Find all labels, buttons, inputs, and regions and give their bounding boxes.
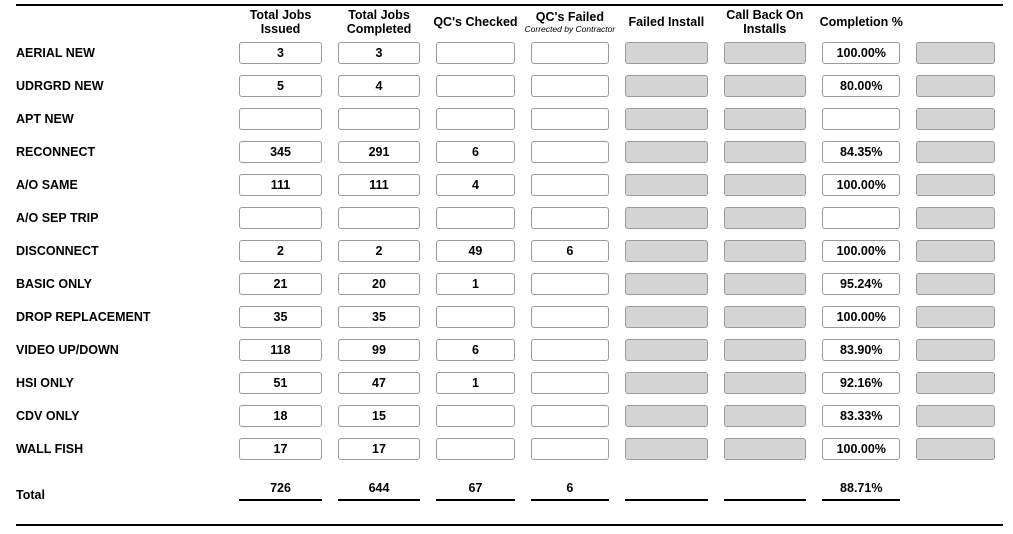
cell-call-back	[716, 70, 814, 103]
value-box[interactable]: 4	[338, 75, 420, 97]
value-box-disabled	[625, 75, 707, 97]
cell-qc-failed[interactable]	[523, 202, 617, 235]
cell-completion-pct	[814, 202, 908, 235]
cell-extra	[908, 367, 1003, 400]
row-label: RECONNECT	[16, 145, 96, 160]
header-line-1: Total Jobs	[348, 8, 410, 22]
value-box: 100.00%	[822, 42, 900, 64]
cell-failed-install	[617, 136, 715, 169]
cell-completed[interactable]	[330, 37, 428, 70]
total-completed	[330, 466, 428, 506]
cell-completed[interactable]	[330, 103, 428, 136]
value-box	[822, 108, 900, 130]
total-value: 67	[436, 471, 514, 501]
cell-call-back	[716, 169, 814, 202]
value-box-disabled	[916, 207, 995, 229]
value-box[interactable]: 1	[436, 372, 514, 394]
total-value-blank	[916, 471, 995, 501]
total-label: Total	[16, 487, 45, 502]
cell-issued[interactable]	[231, 136, 329, 169]
value-box-disabled	[625, 240, 707, 262]
cell-completion-pct	[814, 301, 908, 334]
cell-qc-failed[interactable]	[523, 367, 617, 400]
value-box[interactable]: 49	[436, 240, 514, 262]
table-header	[16, 8, 1003, 37]
value-box[interactable]: 47	[338, 372, 420, 394]
table-total-row	[16, 466, 1003, 506]
value-box[interactable]	[531, 306, 609, 328]
cell-issued[interactable]	[231, 334, 329, 367]
table-row	[16, 136, 1003, 169]
value-box[interactable]	[531, 372, 609, 394]
value-box: 100.00%	[822, 174, 900, 196]
value-box[interactable]	[239, 108, 321, 130]
cell-completed[interactable]	[330, 70, 428, 103]
value-box[interactable]	[531, 108, 609, 130]
cell-completion-pct	[814, 400, 908, 433]
column-header-total-jobs-completed	[330, 8, 428, 37]
cell-completed[interactable]	[330, 235, 428, 268]
row-label: BASIC ONLY	[16, 277, 92, 292]
column-header-label	[16, 8, 231, 37]
value-box-disabled	[916, 240, 995, 262]
value-box-disabled	[724, 306, 806, 328]
value-box[interactable]: 20	[338, 273, 420, 295]
value-box[interactable]	[239, 207, 321, 229]
column-header-call-back-on-installs	[716, 8, 814, 37]
value-box[interactable]: 291	[338, 141, 420, 163]
value-box[interactable]	[436, 438, 514, 460]
cell-extra	[908, 235, 1003, 268]
table-row	[16, 433, 1003, 466]
cell-failed-install	[617, 70, 715, 103]
cell-failed-install	[617, 37, 715, 70]
column-header-qcs-checked	[428, 8, 522, 37]
cell-completion-pct	[814, 169, 908, 202]
cell-call-back	[716, 301, 814, 334]
cell-failed-install	[617, 400, 715, 433]
value-box-disabled	[625, 174, 707, 196]
table-row	[16, 103, 1003, 136]
value-box[interactable]: 111	[338, 174, 420, 196]
cell-failed-install	[617, 103, 715, 136]
cell-qc-checked[interactable]	[428, 367, 522, 400]
table-row	[16, 400, 1003, 433]
value-box-disabled	[625, 339, 707, 361]
cell-qc-failed[interactable]	[523, 169, 617, 202]
cell-call-back	[716, 367, 814, 400]
header-line-2: Installs	[743, 22, 787, 37]
total-value: 88.71%	[822, 471, 900, 501]
value-box-disabled	[916, 372, 995, 394]
job-summary-table	[16, 8, 1003, 506]
cell-qc-checked[interactable]	[428, 136, 522, 169]
cell-completed[interactable]	[330, 433, 428, 466]
cell-extra	[908, 37, 1003, 70]
cell-completed[interactable]	[330, 169, 428, 202]
value-box-disabled	[724, 141, 806, 163]
cell-failed-install	[617, 202, 715, 235]
value-box: 95.24%	[822, 273, 900, 295]
cell-call-back	[716, 202, 814, 235]
row-label: AERIAL NEW	[16, 46, 95, 61]
value-box[interactable]	[531, 273, 609, 295]
value-box: 92.16%	[822, 372, 900, 394]
cell-extra	[908, 268, 1003, 301]
value-box[interactable]: 2	[338, 240, 420, 262]
value-box-disabled	[916, 438, 995, 460]
cell-qc-checked[interactable]	[428, 103, 522, 136]
value-box[interactable]	[531, 174, 609, 196]
cell-qc-checked[interactable]	[428, 202, 522, 235]
value-box: 83.90%	[822, 339, 900, 361]
cell-extra	[908, 202, 1003, 235]
value-box[interactable]: 4	[436, 174, 514, 196]
cell-completed[interactable]	[330, 136, 428, 169]
cell-extra	[908, 400, 1003, 433]
value-box-disabled	[916, 306, 995, 328]
cell-completion-pct	[814, 235, 908, 268]
cell-qc-failed[interactable]	[523, 235, 617, 268]
cell-qc-failed[interactable]	[523, 103, 617, 136]
value-box[interactable]	[436, 405, 514, 427]
value-box-disabled	[625, 273, 707, 295]
cell-extra	[908, 103, 1003, 136]
row-label: CDV ONLY	[16, 409, 80, 424]
value-box-disabled	[724, 174, 806, 196]
cell-qc-checked[interactable]	[428, 169, 522, 202]
value-box-disabled	[916, 42, 995, 64]
value-box-disabled	[916, 405, 995, 427]
cell-completed[interactable]	[330, 334, 428, 367]
table-row	[16, 268, 1003, 301]
cell-qc-checked[interactable]	[428, 70, 522, 103]
value-box-disabled	[625, 405, 707, 427]
value-box[interactable]: 99	[338, 339, 420, 361]
table-row	[16, 37, 1003, 70]
value-box[interactable]: 51	[239, 372, 321, 394]
value-box[interactable]: 3	[239, 42, 321, 64]
value-box[interactable]	[436, 207, 514, 229]
value-box: 80.00%	[822, 75, 900, 97]
value-box-disabled	[625, 207, 707, 229]
cell-extra	[908, 70, 1003, 103]
value-box-disabled	[724, 273, 806, 295]
value-box: 100.00%	[822, 438, 900, 460]
table-body	[16, 37, 1003, 506]
cell-qc-checked[interactable]	[428, 433, 522, 466]
bottom-rule	[16, 524, 1003, 526]
table-row	[16, 367, 1003, 400]
header-line-2: Failed Install	[628, 15, 705, 30]
value-box-disabled	[724, 405, 806, 427]
total-issued	[231, 466, 329, 506]
value-box-disabled	[916, 273, 995, 295]
column-header-extra	[908, 8, 1003, 37]
row-label: A/O SAME	[16, 178, 78, 193]
value-box[interactable]: 35	[239, 306, 321, 328]
cell-call-back	[716, 136, 814, 169]
cell-call-back	[716, 235, 814, 268]
value-box[interactable]: 1	[436, 273, 514, 295]
cell-failed-install	[617, 334, 715, 367]
value-box[interactable]: 15	[338, 405, 420, 427]
value-box[interactable]	[338, 108, 420, 130]
cell-issued[interactable]	[231, 103, 329, 136]
value-box[interactable]: 6	[531, 240, 609, 262]
cell-qc-failed[interactable]	[523, 433, 617, 466]
value-box: 100.00%	[822, 240, 900, 262]
value-box[interactable]	[338, 207, 420, 229]
header-line-1: QC's Failed	[535, 10, 604, 25]
cell-qc-failed[interactable]	[523, 268, 617, 301]
cell-extra	[908, 301, 1003, 334]
value-box[interactable]: 35	[338, 306, 420, 328]
cell-extra	[908, 169, 1003, 202]
value-box[interactable]	[436, 108, 514, 130]
column-header-total-jobs-issued	[231, 8, 329, 37]
cell-completed[interactable]	[330, 268, 428, 301]
cell-failed-install	[617, 235, 715, 268]
total-value	[724, 471, 806, 501]
value-box[interactable]	[531, 75, 609, 97]
value-box-disabled	[625, 108, 707, 130]
header-line-1: Call Back On	[726, 8, 804, 22]
header-line-2: Issued	[260, 22, 301, 37]
value-box-disabled	[625, 42, 707, 64]
value-box-disabled	[724, 372, 806, 394]
total-value	[625, 471, 707, 501]
table-row	[16, 334, 1003, 367]
cell-issued[interactable]	[231, 268, 329, 301]
cell-extra	[908, 136, 1003, 169]
table-row	[16, 169, 1003, 202]
cell-completion-pct	[814, 103, 908, 136]
value-box: 84.35%	[822, 141, 900, 163]
value-box	[822, 207, 900, 229]
cell-call-back	[716, 103, 814, 136]
cell-qc-checked[interactable]	[428, 400, 522, 433]
total-value: 6	[531, 471, 609, 501]
total-call-back	[716, 466, 814, 506]
cell-qc-checked[interactable]	[428, 235, 522, 268]
cell-qc-failed[interactable]	[523, 400, 617, 433]
cell-qc-failed[interactable]	[523, 70, 617, 103]
value-box[interactable]: 21	[239, 273, 321, 295]
value-box[interactable]	[531, 42, 609, 64]
cell-completed[interactable]	[330, 301, 428, 334]
cell-issued[interactable]	[231, 235, 329, 268]
row-label: APT NEW	[16, 112, 74, 127]
value-box[interactable]	[531, 339, 609, 361]
cell-qc-failed[interactable]	[523, 301, 617, 334]
value-box[interactable]: 2	[239, 240, 321, 262]
value-box[interactable]	[531, 438, 609, 460]
value-box[interactable]	[436, 42, 514, 64]
header-line-2: Completion %	[819, 15, 903, 30]
value-box: 83.33%	[822, 405, 900, 427]
row-label: WALL FISH	[16, 442, 84, 457]
cell-issued[interactable]	[231, 70, 329, 103]
value-box-disabled	[916, 108, 995, 130]
cell-extra	[908, 433, 1003, 466]
cell-call-back	[716, 400, 814, 433]
cell-qc-checked[interactable]	[428, 268, 522, 301]
value-box-disabled	[724, 207, 806, 229]
cell-issued[interactable]	[231, 400, 329, 433]
header-subnote: Corrected by Contractor	[524, 24, 616, 35]
cell-qc-checked[interactable]	[428, 301, 522, 334]
cell-extra	[908, 334, 1003, 367]
value-box[interactable]: 3	[338, 42, 420, 64]
row-label: HSI ONLY	[16, 376, 74, 391]
value-box[interactable]: 5	[239, 75, 321, 97]
cell-issued[interactable]	[231, 367, 329, 400]
cell-failed-install	[617, 301, 715, 334]
cell-completion-pct	[814, 268, 908, 301]
value-box[interactable]: 17	[338, 438, 420, 460]
cell-issued[interactable]	[231, 37, 329, 70]
value-box-disabled	[625, 438, 707, 460]
value-box-disabled	[625, 306, 707, 328]
row-label: DROP REPLACEMENT	[16, 310, 151, 325]
total-extra	[908, 466, 1003, 506]
value-box[interactable]: 345	[239, 141, 321, 163]
cell-completed[interactable]	[330, 367, 428, 400]
cell-issued[interactable]	[231, 202, 329, 235]
value-box-disabled	[724, 108, 806, 130]
table-row	[16, 70, 1003, 103]
row-label: UDRGRD NEW	[16, 79, 104, 94]
value-box-disabled	[916, 339, 995, 361]
value-box-disabled	[724, 240, 806, 262]
cell-completed[interactable]	[330, 202, 428, 235]
row-label: DISCONNECT	[16, 244, 99, 259]
top-rule	[16, 4, 1003, 6]
value-box-disabled	[724, 42, 806, 64]
table-row	[16, 235, 1003, 268]
column-header-completion-pct	[814, 8, 908, 37]
cell-failed-install	[617, 268, 715, 301]
cell-completed[interactable]	[330, 400, 428, 433]
table-row	[16, 202, 1003, 235]
cell-issued[interactable]	[231, 169, 329, 202]
total-qc-failed	[523, 466, 617, 506]
value-box-disabled	[724, 75, 806, 97]
cell-call-back	[716, 37, 814, 70]
value-box[interactable]	[531, 405, 609, 427]
total-failed-install	[617, 466, 715, 506]
value-box-disabled	[724, 339, 806, 361]
cell-completion-pct	[814, 367, 908, 400]
row-label: VIDEO UP/DOWN	[16, 343, 119, 358]
value-box[interactable]	[531, 141, 609, 163]
value-box[interactable]	[531, 207, 609, 229]
value-box[interactable]: 18	[239, 405, 321, 427]
value-box[interactable]: 6	[436, 339, 514, 361]
value-box[interactable]: 17	[239, 438, 321, 460]
header-line-2: QC's Checked	[433, 15, 518, 30]
value-box-disabled	[724, 438, 806, 460]
cell-failed-install	[617, 169, 715, 202]
cell-completion-pct	[814, 37, 908, 70]
value-box[interactable]	[436, 75, 514, 97]
total-completion-pct	[814, 466, 908, 506]
header-line-2: Completed	[346, 22, 412, 37]
value-box-disabled	[625, 372, 707, 394]
cell-issued[interactable]	[231, 301, 329, 334]
value-box[interactable]: 111	[239, 174, 321, 196]
cell-completion-pct	[814, 433, 908, 466]
cell-qc-failed[interactable]	[523, 37, 617, 70]
column-header-qcs-failed	[523, 8, 617, 37]
cell-completion-pct	[814, 334, 908, 367]
value-box-disabled	[625, 141, 707, 163]
cell-failed-install	[617, 367, 715, 400]
total-value: 726	[239, 471, 321, 501]
cell-issued[interactable]	[231, 433, 329, 466]
total-qc-checked	[428, 466, 522, 506]
value-box[interactable]: 6	[436, 141, 514, 163]
value-box-disabled	[916, 141, 995, 163]
cell-qc-failed[interactable]	[523, 334, 617, 367]
total-value: 644	[338, 471, 420, 501]
cell-qc-checked[interactable]	[428, 37, 522, 70]
cell-call-back	[716, 334, 814, 367]
cell-call-back	[716, 268, 814, 301]
cell-qc-failed[interactable]	[523, 136, 617, 169]
value-box-disabled	[916, 174, 995, 196]
cell-completion-pct	[814, 70, 908, 103]
value-box-disabled	[916, 75, 995, 97]
value-box: 100.00%	[822, 306, 900, 328]
column-header-failed-install	[617, 8, 715, 37]
value-box[interactable]	[436, 306, 514, 328]
cell-failed-install	[617, 433, 715, 466]
cell-qc-checked[interactable]	[428, 334, 522, 367]
header-line-1: Total Jobs	[249, 8, 312, 22]
cell-completion-pct	[814, 136, 908, 169]
cell-call-back	[716, 433, 814, 466]
table-row	[16, 301, 1003, 334]
row-label: A/O SEP TRIP	[16, 211, 99, 226]
value-box[interactable]: 118	[239, 339, 321, 361]
